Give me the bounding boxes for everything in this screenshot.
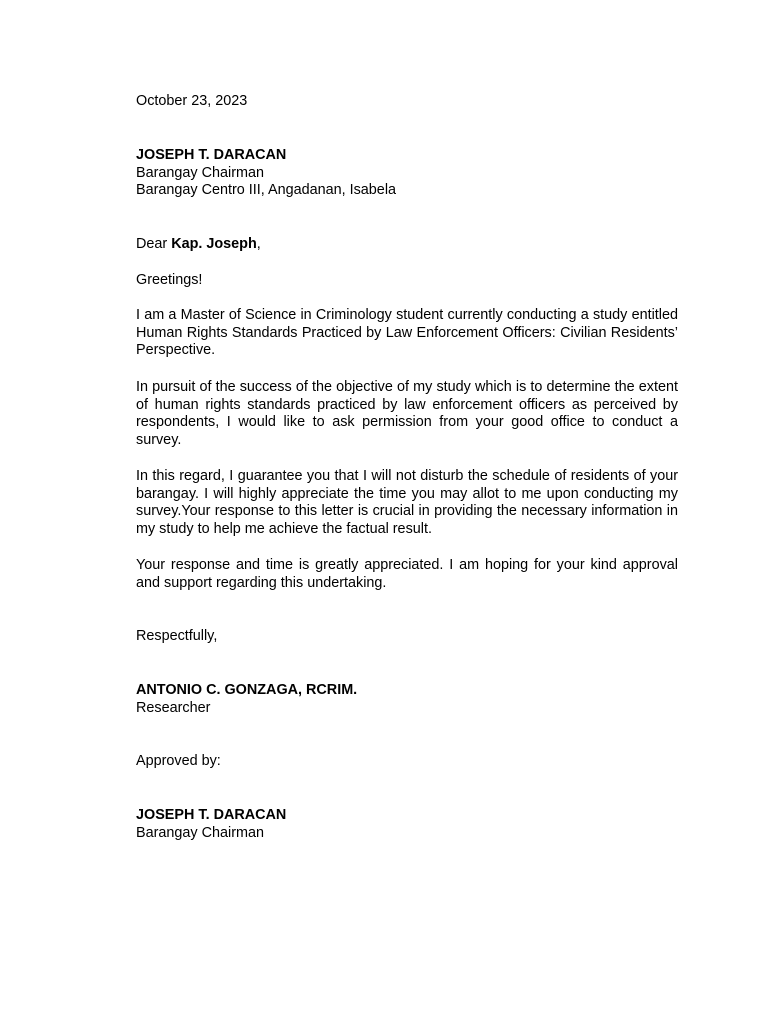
approver-name: JOSEPH T. DARACAN bbox=[136, 807, 287, 823]
salutation-prefix: Dear bbox=[136, 236, 172, 252]
sender-title: Researcher bbox=[136, 699, 211, 716]
salutation-name: Kap. Joseph bbox=[171, 236, 257, 252]
recipient-block bbox=[136, 147, 678, 200]
greeting: Greetings! bbox=[136, 272, 203, 288]
salutation bbox=[136, 236, 678, 254]
body-paragraph-4: Your response and time is greatly appreciated. I am hoping for your kind approval and support regarding this undertaking. bbox=[136, 557, 678, 591]
salutation-suffix: , bbox=[256, 236, 261, 252]
approver-signature-block bbox=[136, 807, 678, 842]
approval-label: Approved by: bbox=[136, 753, 221, 769]
body-paragraph-2: In pursuit of the success of the objective of my study which is to determine the extent of human rights standards practiced by law enforcement officers as perceived by respondents, I would like to ask permission from your good office to conduct a survey. bbox=[136, 379, 678, 448]
recipient-title: Barangay Chairman bbox=[136, 164, 264, 181]
sender-name: ANTONIO C. GONZAGA, RCRIM. bbox=[136, 682, 358, 698]
body-paragraph-1: I am a Master of Science in Criminology student currently conducting a study entitled Human Rights Standards Practiced by Law Enforcement Officers: Civilian Residents’ Perspective. bbox=[136, 307, 678, 359]
recipient-name: JOSEPH T. DARACAN bbox=[136, 147, 287, 163]
sender-signature-block bbox=[136, 682, 678, 717]
recipient-address: Barangay Centro III, Angadanan, Isabela bbox=[136, 182, 397, 199]
closing: Respectfully, bbox=[136, 628, 218, 644]
body-paragraph-3: In this regard, I guarantee you that I will not disturb the schedule of residents of your barangay. I will highly appreciate the time you may allot to me upon conducting my survey.Your response to this letter is crucial in providing the necessary information in my study to help me achieve the factual result. bbox=[136, 468, 678, 537]
approver-title: Barangay Chairman bbox=[136, 824, 264, 841]
letter-date: October 23, 2023 bbox=[136, 93, 248, 109]
